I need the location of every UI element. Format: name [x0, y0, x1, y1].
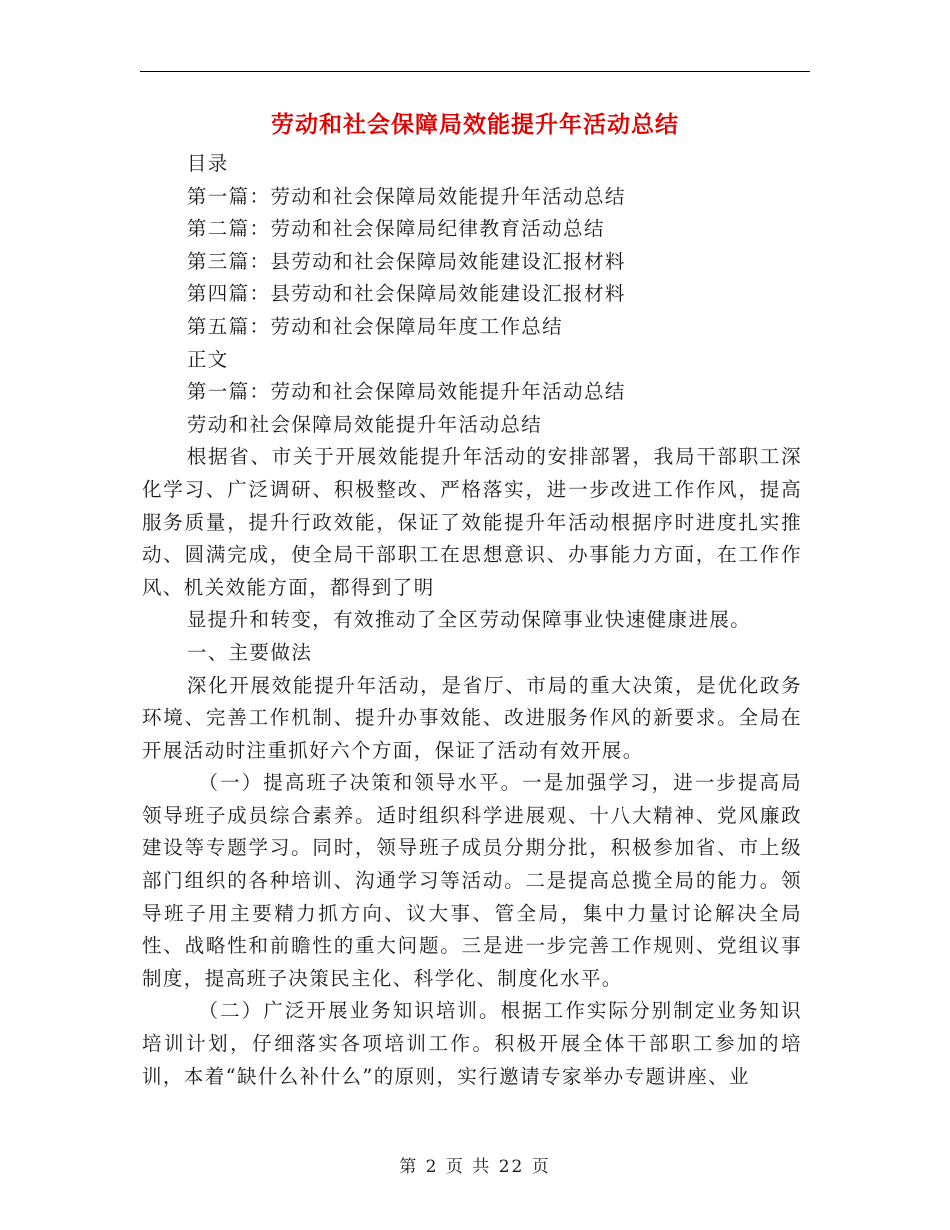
chapter-subtitle: 劳动和社会保障局效能提升年活动总结: [186, 412, 543, 436]
body-paragraph: （一）提高班子决策和领导水平。一是加强学习，进一步提高局领导班子成员综合素养。适时组织科学进展观、十八大精神、党风廉政建设等专题学习。同时，领导班子成员分期分批，积极参加省、市上级部门组织的各种培训、沟通学习等活动。二是提高总揽全局的能力。领导班子用主要精力抓方向、议大事、管全局，集中力量讨论解决全局性、战略性和前瞻性的重大问题。三是进一步完善工作规则、党组议事制度，提高班子决策民主化、科学化、制度化水平。: [142, 771, 802, 990]
document-title: 劳动和社会保障局效能提升年活动总结: [271, 111, 679, 138]
body-paragraph: 显提升和转变，有效推动了全区劳动保障事业快速健康进展。: [186, 608, 752, 632]
body-paragraph: 深化开展效能提升年活动，是省厅、市局的重大决策，是优化政务环境、完善工作机制、提升办事效能、改进服务作风的新要求。全局在开展活动时注重抓好六个方面，保证了活动有效开展。: [142, 673, 802, 762]
toc-item: 第二篇：劳动和社会保障局纪律教育活动总结: [186, 217, 605, 241]
document-body: [142, 148, 802, 1093]
body-heading: 正文: [186, 347, 229, 371]
toc-item: 第五篇：劳动和社会保障局年度工作总结: [186, 314, 564, 338]
page-number: 第 2 页 共 22 页: [399, 1157, 551, 1177]
toc-item: 第三篇：县劳动和社会保障局效能建设汇报材料: [186, 249, 626, 273]
chapter-heading: 第一篇：劳动和社会保障局效能提升年活动总结: [186, 380, 626, 404]
body-paragraph: （二）广泛开展业务知识培训。根据工作实际分别制定业务知识培训计划，仔细落实各项培训工作。积极开展全体干部职工参加的培训，本着“缺什么补什么”的原则，实行邀请专家举办专题讲座、业: [142, 999, 802, 1088]
toc-item: 第一篇：劳动和社会保障局效能提升年活动总结: [186, 184, 626, 208]
toc-heading: 目录: [186, 152, 229, 175]
body-paragraph: 根据省、市关于开展效能提升年活动的安排部署，我局干部职工深化学习、广泛调研、积极整改、严格落实，进一步改进工作作风，提高服务质量，提升行政效能，保证了效能提升年活动根据序时进度扎实推动、圆满完成，使全局干部职工在思想意识、办事能力方面，在工作作风、机关效能方面，都得到了明: [142, 445, 802, 599]
header-rule: [140, 71, 810, 72]
section-heading: 一、主要做法: [186, 640, 313, 664]
toc-item: 第四篇：县劳动和社会保障局效能建设汇报材料: [186, 282, 626, 306]
